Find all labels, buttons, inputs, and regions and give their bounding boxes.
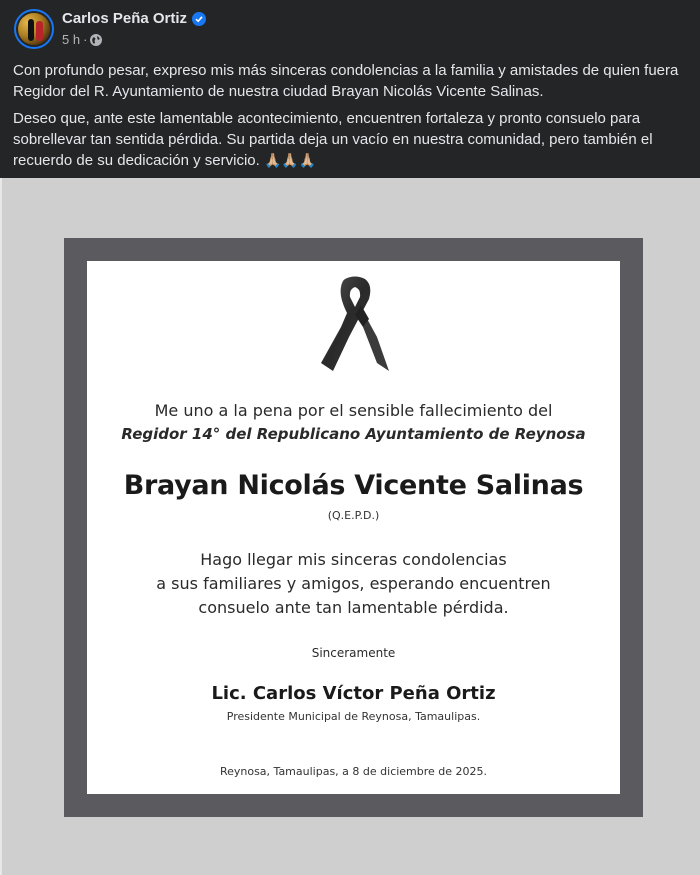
globe-icon[interactable] [90, 34, 102, 46]
author-name[interactable]: Carlos Peña Ortiz [62, 10, 188, 27]
post-body [13, 60, 693, 177]
card-message-line: Hago llegar mis sinceras condolencias [200, 550, 507, 569]
post-paragraph-2 [13, 108, 693, 171]
meta-separator: · [83, 32, 88, 47]
card-intro-line: Me uno a la pena por el sensible fallecimiento del [154, 401, 553, 420]
card-position-line: Regidor 14° del Republicano Ayuntamiento de Reynosa [121, 425, 586, 443]
card-message-line: a sus familiares y amigos, esperando encuentren [156, 574, 551, 593]
avatar-image [18, 13, 50, 45]
card-message [87, 548, 620, 620]
signer-title: Presidente Municipal de Reynosa, Tamaulipas. [226, 710, 481, 723]
condolence-card [87, 261, 620, 794]
post-image[interactable] [0, 178, 700, 875]
verified-badge-icon [192, 12, 206, 26]
post-meta [62, 32, 102, 47]
card-closing: Sinceramente [311, 646, 396, 660]
place-date: Reynosa, Tamaulipas, a 8 de diciembre de 2025. [219, 765, 488, 778]
qepd-label: (Q.E.P.D.) [327, 509, 380, 522]
signer-name: Lic. Carlos Víctor Peña Ortiz [211, 683, 496, 704]
post-header [0, 0, 700, 56]
praying-hands-emoji: 🙏🏼🙏🏼🙏🏼 [263, 152, 317, 168]
deceased-name: Brayan Nicolás Vicente Salinas [123, 470, 584, 501]
avatar[interactable] [14, 9, 54, 49]
black-ribbon-icon [319, 275, 391, 377]
card-message-line: consuelo ante tan lamentable pérdida. [198, 598, 509, 617]
author-name-row [62, 10, 206, 27]
post-paragraph-1: Con profundo pesar, expreso mis más sinceras condolencias a la familia y amistades de quien fuera Regidor del R. Ayuntamiento de nuestra ciudad Brayan Nicolás Vicente Salinas. [13, 62, 679, 100]
post-time[interactable]: 5 h [62, 32, 81, 47]
condolence-card-frame [64, 238, 643, 817]
post-paragraph-2-text: Deseo que, ante este lamentable acontecimiento, encuentren fortaleza y pronto consuelo para sobrellevar tan sentida pérdida. Su partida deja un vacío en nuestra comunidad, pero también el recuerdo de su dedicación y servicio. [13, 110, 653, 169]
